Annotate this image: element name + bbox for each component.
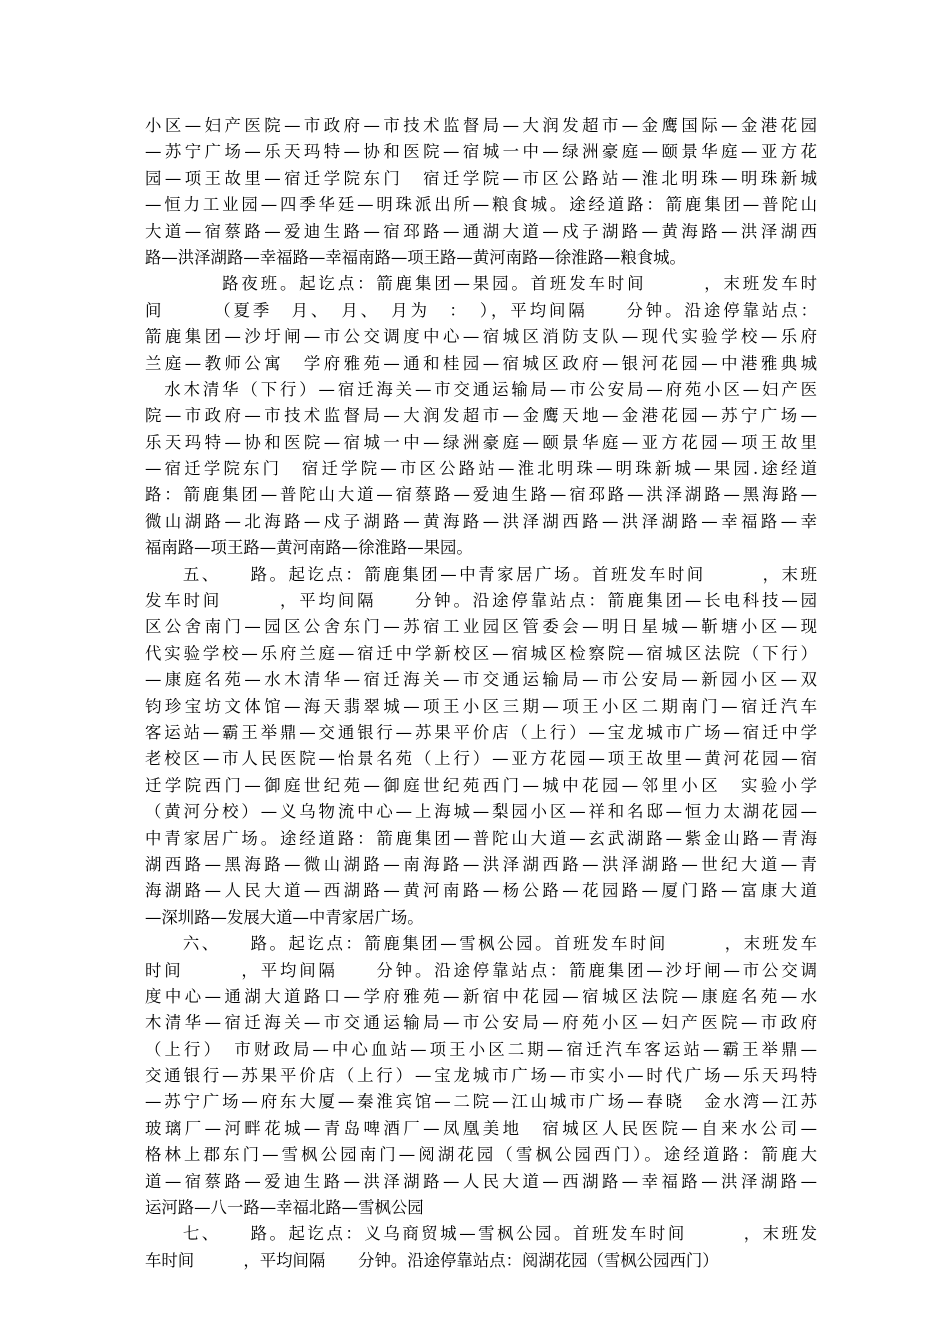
paragraph-night-route [145, 271, 817, 561]
text-line: 湖西路—黑海路—微山湖路—南海路—洪泽湖西路—洪泽湖路—世纪大道—青 [145, 854, 817, 874]
text-line: —深圳路—发展大道—中青家居广场。 [145, 907, 424, 927]
text-line: 客运站—霸王举鼎—交通银行—苏果平价店（上行）—宝龙城市广场—宿迁中学 [145, 722, 817, 742]
text-line: —苏宁广场—乐天玛特—协和医院—宿城一中—绿洲豪庭—颐景华庭—亚方花 [145, 142, 817, 162]
paragraph-route-five [145, 562, 817, 931]
text-line: 院—市政府—市技术监督局—大润发超市—金鹰天地—金港花园—苏宁广场— [145, 406, 817, 426]
text-line: 路—洪泽湖路—幸福路—幸福南路—项王路—黄河南路—徐淮路—粮食城。 [145, 247, 686, 267]
text-line: 水木清华（下行）—宿迁海关—市交通运输局—市公安局—府苑小区—妇产医 [145, 379, 817, 399]
document-body [145, 113, 817, 1274]
text-line: 道—宿蔡路—爱迪生路—洪泽湖路—人民大道—西湖路—幸福路—洪泽湖路— [145, 1171, 817, 1191]
text-line: 玻璃厂—河畔花城—青岛啤酒厂—凤凰美地 宿城区人民医院—自来水公司— [145, 1118, 817, 1138]
text-line: （黄河分校）—义乌物流中心—上海城—梨园小区—祥和名邸—恒力太湖花园— [145, 802, 817, 822]
text-line: 五、 路。起讫点：箭鹿集团—中青家居广场。首班发车时间 ，末班 [145, 564, 817, 584]
text-line: 间 （夏季 月、 月、 月为 ： ），平均间隔 分钟。沿途停靠站点： [145, 300, 817, 320]
text-line: 路：箭鹿集团—普陀山大道—宿蔡路—爱迪生路—宿邳路—洪泽湖路—黑海路— [145, 485, 817, 505]
paragraph-route-seven [145, 1221, 817, 1274]
text-line: 时间 ，平均间隔 分钟。沿途停靠站点：箭鹿集团—沙圩闸—市公交调 [145, 960, 817, 980]
text-line: 木清华—宿迁海关—市交通运输局—市公安局—府苑小区—妇产医院—市政府 [145, 1013, 817, 1033]
text-line: 钧珍宝坊文体馆—海天翡翠城—项王小区三期—项王小区二期南门—宿迁汽车 [145, 696, 817, 716]
text-line: 代实验学校—乐府兰庭—宿迁中学新校区—宿城区检察院—宿城区法院（下行） [145, 643, 817, 663]
text-line: （上行） 市财政局—中心血站—项王小区二期—宿迁汽车客运站—霸王举鼎— [145, 1039, 817, 1059]
text-line: 运河路—八一路—幸福北路—雪枫公园 [145, 1198, 424, 1218]
text-line: 中青家居广场。途经道路：箭鹿集团—普陀山大道—玄武湖路—紫金山路—青海 [145, 828, 817, 848]
text-line: —宿迁学院东门 宿迁学院—市区公路站—淮北明珠—明珠新城—果园.途经道 [145, 459, 817, 479]
text-line: 园—项王故里—宿迁学院东门 宿迁学院—市区公路站—淮北明珠—明珠新城 [145, 168, 817, 188]
text-line: 老校区—市人民医院—怡景名苑（上行）—亚方花园—项王故里—黄河花园—宿 [145, 749, 817, 769]
text-line: —康庭名苑—水木清华—宿迁海关—市交通运输局—市公安局—新园小区—双 [145, 670, 817, 690]
text-line: 福南路—项王路—黄河南路—徐淮路—果园。 [145, 538, 473, 558]
text-line: 海湖路—人民大道—西湖路—黄河南路—杨公路—花园路—厦门路—富康大道 [145, 881, 817, 901]
text-line: 发车时间 ，平均间隔 分钟。沿途停靠站点：箭鹿集团—长电科技—园 [145, 591, 817, 611]
text-line: —苏宁广场—府东大厦—秦淮宾馆—二院—江山城市广场—春晓 金水湾—江苏 [145, 1092, 817, 1112]
text-line: 交通银行—苏果平价店（上行）—宝龙城市广场—市实小—时代广场—乐天玛特 [145, 1066, 817, 1086]
text-line: 兰庭—教师公寓 学府雅苑—通和桂园—宿城区政府—银河花园—中港雅典城 [145, 353, 817, 373]
text-line: 区公舍南门—园区公舍东门—苏宿工业园区管委会—明日星城—靳塘小区—现 [145, 617, 817, 637]
text-line: 路夜班。起讫点：箭鹿集团—果园。首班发车时间 ，末班发车时 [145, 274, 817, 294]
text-line: 度中心—通湖大道路口—学府雅苑—新宿中花园—宿城区法院—康庭名苑—水 [145, 986, 817, 1006]
text-line: 乐天玛特—协和医院—宿城一中—绿洲豪庭—颐景华庭—亚方花园—项王故里 [145, 432, 817, 452]
text-line: 小区—妇产医院—市政府—市技术监督局—大润发超市—金鹰国际—金港花园 [145, 116, 817, 135]
text-line: —恒力工业园—四季华廷—明珠派出所—粮食城。途经道路：箭鹿集团—普陀山 [145, 195, 817, 215]
text-line: 大道—宿蔡路—爱迪生路—宿邳路—通湖大道—戍子湖路—黄海路—洪泽湖西 [145, 221, 817, 241]
text-line: 箭鹿集团—沙圩闸—市公交调度中心—宿城区消防支队—现代实验学校—乐府 [145, 327, 817, 347]
paragraph-route-six [145, 931, 817, 1221]
text-line: 六、 路。起讫点：箭鹿集团—雪枫公园。首班发车时间 ，末班发车 [145, 934, 817, 954]
paragraph-route-continued [145, 113, 817, 271]
text-line: 迁学院西门—御庭世纪苑—御庭世纪苑西门—城中花园—邻里小区 实验小学 [145, 775, 817, 795]
text-line: 微山湖路—北海路—戍子湖路—黄海路—洪泽湖西路—洪泽湖路—幸福路—幸 [145, 511, 817, 531]
text-line: 车时间 ，平均间隔 分钟。沿途停靠站点：阅湖花园（雪枫公园西门） [145, 1250, 719, 1270]
text-line: 七、 路。起讫点：义乌商贸城—雪枫公园。首班发车时间 ，末班发 [145, 1224, 817, 1244]
text-line: 格林上郡东门—雪枫公园南门—阅湖花园（雪枫公园西门）。途经道路：箭鹿大 [145, 1145, 817, 1165]
